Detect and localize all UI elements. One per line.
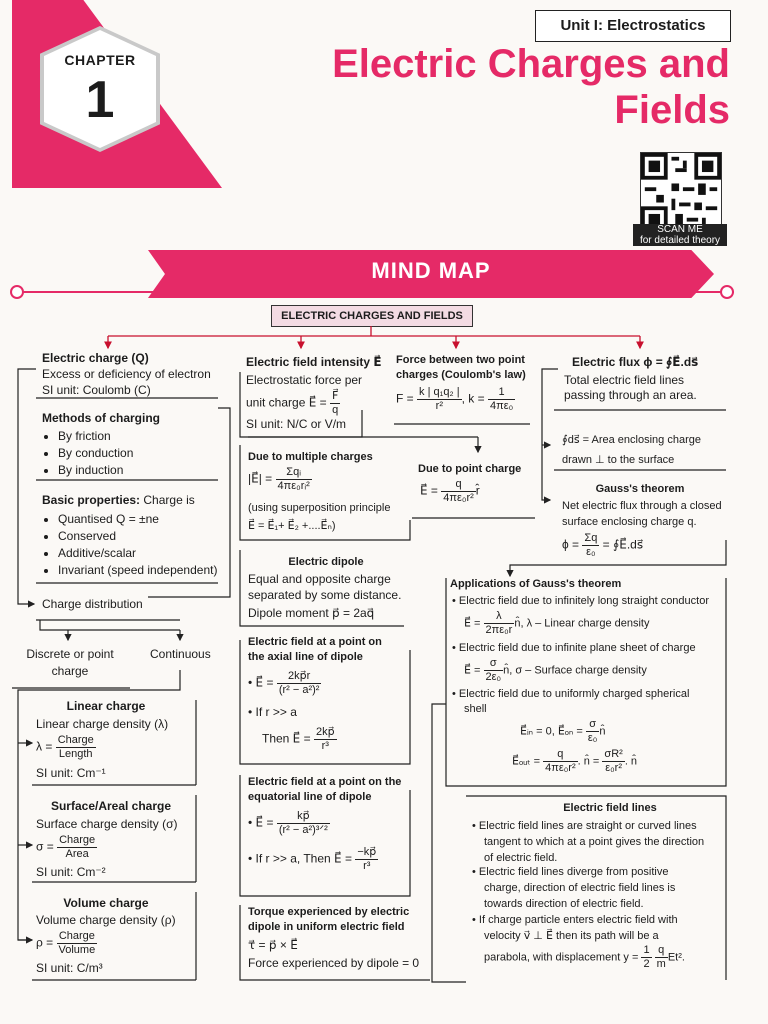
list-item: • Quantised Q = ±ne — [58, 511, 217, 528]
field-lines-item3-c — [472, 944, 685, 971]
dipole-def1: Equal and opposite charge — [248, 572, 391, 586]
axial-heading1: Electric field at a point on — [248, 636, 382, 648]
app-item1-text: Electric field due to infinitely long straight conductor — [458, 595, 709, 607]
coulomb-heading1: Force between two point — [396, 354, 525, 366]
formula-lhs: ρ = — [36, 935, 54, 950]
fraction — [277, 670, 322, 697]
denominator: 2πε₀r — [485, 624, 513, 636]
electric-charge-heading: Electric charge (Q) — [42, 351, 149, 365]
field-lines-item1-b: tangent to which at a point gives the direction — [484, 836, 705, 848]
app-item3-text: Electric field due to uniformly charged spherical — [458, 688, 690, 700]
numerator: q — [543, 748, 578, 762]
list-item: • Invariant (speed independent) — [58, 562, 217, 579]
multiple-heading: Due to multiple charges — [248, 451, 373, 463]
numerator: Charge — [57, 930, 98, 944]
numerator: 2kp⃗r — [277, 670, 322, 684]
torque-heading2: dipole in uniform electric field — [248, 921, 405, 933]
field-intensity-def: Electrostatic force per — [246, 373, 363, 387]
linear-formula — [36, 734, 96, 761]
app-eq1 — [464, 610, 649, 637]
numerator: F⃗ — [331, 390, 339, 402]
qr-caption-line2: for detailed theory — [639, 235, 721, 246]
volume-heading: Volume charge — [63, 896, 149, 910]
app-eq3b — [512, 748, 637, 775]
multiple-sum: E⃗ = E⃗₁+ E⃗₂ +....E⃗ₙ) — [248, 520, 336, 532]
gauss-heading: Gauss's theorem — [595, 483, 685, 495]
flux-def2: passing through an area. — [564, 388, 697, 402]
field-lines-item2-b: charge, direction of electric field lines is — [484, 882, 676, 894]
formula-rhs: n̂, σ – Surface charge density — [503, 664, 647, 677]
chapter-title-line1: Electric Charges and — [332, 42, 730, 86]
torque-force: Force experienced by dipole = 0 — [248, 956, 420, 970]
list-item: • By friction — [58, 428, 133, 445]
fraction — [57, 834, 97, 861]
fraction — [314, 726, 337, 753]
denominator: r³ — [363, 860, 371, 872]
formula-lhs: ϕ = — [562, 537, 580, 552]
formula-lhs: E⃗ = — [464, 617, 481, 630]
methods-heading: Methods of charging — [42, 411, 160, 425]
fraction — [417, 386, 462, 413]
app-item3: • Electric field due to uniformly charged spherical — [452, 688, 690, 700]
fraction — [57, 930, 98, 957]
field-intensity-unit: SI unit: N/C or V/m — [246, 417, 347, 431]
denominator: q — [332, 404, 339, 416]
numerator: q — [441, 478, 476, 492]
field-lines-item2 — [472, 864, 675, 912]
denominator: 2ε₀ — [485, 671, 502, 683]
denominator: (r² − a²)³ᐟ² — [278, 824, 328, 836]
formula-mid: , k = — [461, 391, 485, 406]
denominator: Length — [58, 748, 93, 760]
fraction — [276, 466, 312, 493]
formula-rhs: n̂, λ – Linear charge density — [514, 617, 650, 630]
fraction — [484, 657, 504, 684]
formula-rhs: r̂ — [475, 483, 480, 498]
formula-lhs: unit charge E⃗ = — [246, 395, 327, 410]
axial-condition: • If r >> a — [248, 705, 297, 719]
denominator: 4πε₀r² — [443, 492, 474, 504]
linear-def: Linear charge density (λ) — [36, 717, 169, 731]
formula-lhs: |E⃗| = — [248, 471, 273, 486]
formula-lhs: If r >> a, Then E⃗ = — [255, 851, 352, 866]
field-lines-item1-c: of electric field. — [484, 852, 558, 864]
numerator: −kp⃗ — [357, 846, 377, 858]
formula-lhs: E⃗ = — [255, 675, 274, 690]
field-lines-item2-c: towards direction of electric field. — [484, 898, 644, 910]
numerator: σ — [484, 657, 504, 671]
fraction — [330, 390, 340, 417]
item-text: parabola, with displacement y = — [484, 951, 639, 964]
fraction — [488, 386, 515, 413]
fraction — [441, 478, 476, 505]
formula-lhs: E⃗ₒᵤₜ = — [512, 755, 541, 768]
flux-area-2: drawn ⊥ to the surface — [562, 454, 675, 466]
item-text: Electric field lines diverge from positive — [478, 866, 669, 878]
fraction — [586, 718, 599, 745]
field-lines-item1-a: • Electric field lines are straight or curved lines — [472, 820, 697, 832]
electric-charge-unit: SI unit: Coulomb (C) — [42, 383, 151, 397]
numerator: σ — [586, 718, 599, 732]
fraction — [602, 748, 624, 775]
properties-list — [44, 511, 217, 579]
denominator: ε₀ — [587, 732, 598, 744]
field-lines-item3 — [472, 912, 685, 971]
numerator: k | q₁q₂ | — [419, 386, 460, 398]
item-text: If charge particle enters electric field with — [478, 914, 678, 926]
equatorial-heading1: Electric field at a point on the — [248, 776, 402, 788]
app-eq2 — [464, 657, 647, 684]
axial-approx — [262, 726, 337, 753]
methods-list — [44, 428, 133, 479]
fraction — [277, 810, 330, 837]
denominator: Area — [65, 848, 89, 860]
app-item1: • Electric field due to infinitely long straight conductor — [452, 595, 709, 607]
numerator: λ — [484, 610, 515, 624]
formula-rhs: . n̂ — [624, 755, 638, 768]
mind-map-root: ELECTRIC CHARGES AND FIELDS — [271, 305, 473, 327]
denominator: ε₀r² — [605, 762, 622, 774]
list-item: • Conserved — [58, 528, 217, 545]
gauss-def1: Net electric flux through a closed — [562, 500, 722, 512]
discrete-charge — [22, 646, 118, 680]
flux-heading: Electric flux ϕ = ∮E⃗.ds⃗ — [572, 355, 699, 369]
volume-formula — [36, 930, 97, 957]
formula-lhs: σ = — [36, 839, 54, 854]
torque-formula: τ⃗ = p⃗ × E⃗ — [248, 938, 298, 952]
field-intensity-heading: Electric field intensity E⃗ — [246, 355, 382, 369]
app-item2-text: Electric field due to infinite plane sheet of charge — [458, 642, 696, 654]
formula-rhs: n̂ — [599, 725, 606, 738]
formula-lhs: E⃗ = — [255, 815, 274, 830]
list-item: • By conduction — [58, 445, 133, 462]
flux-def1: Total electric field lines — [564, 373, 685, 387]
volume-unit: SI unit: C/m³ — [36, 961, 103, 975]
charge-distribution: Charge distribution — [42, 597, 143, 611]
denominator: 4πε₀r² — [545, 762, 576, 774]
equatorial-heading2: equatorial line of dipole — [248, 791, 372, 803]
numerator: Σq — [584, 532, 598, 544]
point-charge-heading: Due to point charge — [418, 463, 522, 475]
app-item2: • Electric field due to infinite plane sheet of charge — [452, 642, 696, 654]
fraction — [641, 944, 651, 971]
formula-lhs: Then E⃗ = — [262, 731, 311, 746]
denominator: 2 — [643, 958, 650, 970]
denominator: 4πε₀ — [489, 400, 514, 412]
gauss-formula — [562, 532, 643, 559]
gauss-def2: surface enclosing charge q. — [562, 516, 697, 528]
electric-charge-def: Excess or deficiency of electron — [42, 367, 211, 381]
item-end: Et². — [667, 951, 685, 964]
chapter-label: CHAPTER — [64, 52, 136, 68]
fraction — [484, 610, 515, 637]
denominator: ε₀ — [586, 546, 596, 558]
linear-unit: SI unit: Cm⁻¹ — [36, 766, 106, 780]
dipole-heading: Electric dipole — [288, 556, 364, 568]
surface-def: Surface charge density (σ) — [36, 817, 178, 831]
field-lines-item2-a: • Electric field lines diverge from positive — [472, 866, 669, 878]
formula-lhs: E⃗ = — [464, 664, 481, 677]
numerator: Charge — [59, 834, 96, 846]
field-lines-item3-b: velocity v⃗ ⊥ E⃗ then its path will be a — [484, 930, 659, 942]
torque-heading1: Torque experienced by electric — [248, 906, 410, 918]
axial-heading2: the axial line of dipole — [248, 651, 363, 663]
qr-caption-line1: SCAN ME — [657, 224, 703, 235]
item-text: Electric field lines are straight or curved lines — [478, 820, 697, 832]
properties-heading-bold: Basic properties: — [42, 493, 141, 507]
continuous-charge: Continuous — [150, 647, 211, 661]
condition-text: If r >> a — [255, 705, 297, 719]
denominator: m — [656, 958, 666, 970]
axial-formula: • E⃗ = $\frac{2kp⃗r}{\text{(r² − a²)²}}$ — [248, 670, 320, 696]
surface-formula — [36, 834, 97, 861]
discrete-line2: charge — [51, 664, 89, 678]
field-lines-item3-a: • If charge particle enters electric field with — [472, 914, 678, 926]
chapter-title-line2: Fields — [614, 88, 730, 132]
app-item3-cont: shell — [464, 703, 487, 715]
denominator: (r² − a²)² — [278, 684, 320, 696]
mind-map-title: MIND MAP — [371, 258, 491, 283]
formula-rhs: = ∮E⃗.ds⃗ — [602, 537, 644, 552]
multiple-formula — [248, 466, 312, 493]
fraction — [355, 846, 378, 873]
fraction — [543, 748, 578, 775]
numerator: Charge — [57, 734, 94, 746]
formula-lhs: E⃗ = — [420, 483, 438, 498]
fraction — [56, 734, 96, 761]
formula-mid: . n̂ = — [577, 755, 600, 768]
surface-heading: Surface/Areal charge — [50, 799, 172, 813]
denominator: r³ — [321, 740, 329, 752]
fraction — [582, 532, 599, 559]
applications-heading: Applications of Gauss's theorem — [450, 578, 622, 590]
equatorial-formula: • E⃗ = $\frac{kp⃗}{\text{(r² − a²)³ᐟ²}}$ — [248, 810, 328, 836]
flux-area: ∮ds⃗ = Area enclosing charge — [562, 434, 701, 446]
equatorial-approx: • If r >> a, Then E⃗ = $\frac{-kp⃗}{\text{r³}}$ — [248, 846, 377, 872]
properties-heading — [42, 492, 195, 509]
denominator: 4πε₀rᵢ² — [277, 480, 310, 492]
formula-lhs: E⃗ᵢₙ = 0, E⃗ₒₙ = — [520, 725, 583, 738]
field-lines-item1 — [472, 818, 704, 866]
numerator: q — [655, 944, 668, 958]
numerator: 1 — [488, 386, 515, 400]
volume-def: Volume charge density (ρ) — [36, 913, 176, 927]
list-item: • Additive/scalar — [58, 545, 217, 562]
chapter-number: 1 — [85, 71, 115, 129]
field-intensity-formula — [246, 390, 340, 417]
numerator: Σqᵢ — [276, 466, 312, 480]
numerator: kp⃗ — [277, 810, 330, 824]
multiple-superposition: (using superposition principle — [248, 502, 391, 514]
formula-lhs: λ = — [36, 739, 53, 754]
coulomb-heading2: charges (Coulomb's law) — [396, 369, 526, 381]
denominator: r² — [435, 400, 443, 412]
surface-unit: SI unit: Cm⁻² — [36, 865, 106, 879]
dipole-moment: Dipole moment p⃗ = 2aq⃗ — [248, 606, 375, 620]
point-charge-formula — [420, 478, 480, 505]
discrete-line1: Discrete or point — [26, 647, 114, 661]
app-eq3a — [520, 718, 605, 745]
dipole-def2: separated by some distance. — [248, 588, 402, 602]
linear-heading: Linear charge — [66, 699, 146, 713]
formula-lhs: F = — [396, 391, 414, 406]
list-item: • By induction — [58, 462, 133, 479]
properties-heading-rest: Charge is — [140, 493, 195, 507]
fraction — [655, 944, 668, 971]
denominator: Volume — [58, 944, 96, 956]
numerator: σR² — [604, 748, 623, 760]
field-lines-heading: Electric field lines — [563, 802, 657, 814]
numerator: 1 — [643, 944, 650, 956]
unit-label: Unit I: Electrostatics — [535, 10, 731, 42]
coulomb-formula — [396, 386, 515, 413]
numerator: 2kp⃗ — [315, 726, 335, 738]
